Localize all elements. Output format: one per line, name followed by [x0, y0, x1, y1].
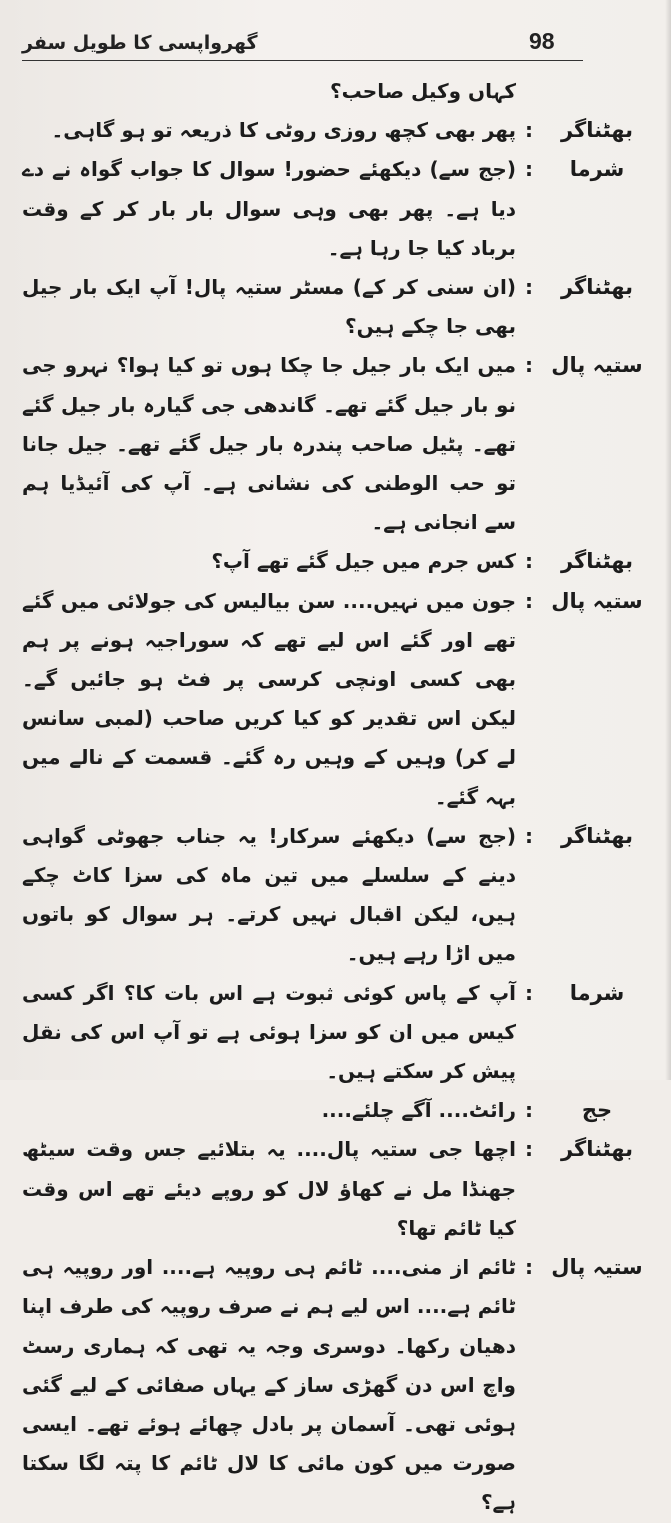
dialogue-entry	[22, 542, 652, 581]
speaker-label: شرما	[569, 980, 625, 1005]
colon: :	[525, 980, 533, 1005]
speaker-label: ستیہ پال	[551, 353, 643, 378]
dialogue-entry	[22, 268, 652, 346]
page-edge-shadow	[665, 0, 671, 1080]
speaker-label: بھٹناگر	[560, 549, 634, 574]
dialogue-entry	[22, 1248, 652, 1522]
speech-text: آپ کے پاس کوئی ثبوت ہے اس بات کا؟ اگر کسی کیس میں ان کو سزا ہوئی ہے تو آپ اس کی نقل پیش کر سکتے ہیں۔	[22, 980, 516, 1084]
colon: :	[525, 353, 533, 378]
speech-text: کس جرم میں جیل گئے تھے آپ؟	[211, 549, 516, 574]
speech-text: ٹائم از منی.... ٹائم ہی روپیہ ہے.... اور روپیہ ہی ٹائم ہے.... اس لیے ہم نے صرف روپیہ کی طرف اپنا دھیان رکھا۔ دوسری وجہ یہ تھی کہ ہماری رسٹ واچ اس دن گھڑی ساز کے یہاں صفائی کے لیے گئی ہوئی تھی۔ آسمان پر بادل چھائے ہوئے تھے۔ ایسی صورت میں کون مائی کا لال ٹائم کا پتہ لگا سکتا ہے؟	[22, 1255, 516, 1515]
colon	[516, 72, 542, 111]
speaker-label: بھٹناگر	[560, 275, 634, 300]
running-title: گھرواپسی کا طویل سفر	[22, 32, 258, 54]
dialogue-body	[22, 72, 652, 1523]
speaker-label: بھٹناگر	[560, 823, 634, 848]
speech-text: (جج سے) دیکھئے حضور! سوال کا جواب گواہ نے دے دیا ہے۔ پھر بھی وہی سوال بار بار کر کے وقت برباد کیا جا رہا ہے۔	[22, 157, 516, 260]
colon: :	[525, 1137, 533, 1162]
speech-text: پھر بھی کچھ روزی روٹی کا ذریعہ تو ہو گاہی۔	[51, 118, 516, 143]
colon: :	[525, 588, 533, 613]
speech-text: اچھا جی ستیہ پال.... یہ بتلائیے جس وقت سیٹھ جھنڈا مل نے کھاؤ لال کو روپے دیئے تھے اس وقت کیا ٹائم تھا؟	[22, 1137, 516, 1240]
speaker-label: بھٹناگر	[560, 1137, 634, 1162]
speech-text: جون میں نہیں.... سن بیالیس کی جولائی میں گئے تھے اور گئے اس لیے تھے کہ سوراجیہ ہونے پر ہم بھی کسی اونچی کرسی پر فٹ ہو جائیں گے۔ لیکن اس تقدیر کو کیا کریں صاحب (لمبی سانس لے کر) وہیں کے وہیں رہ گئے۔ قسمت کے نالے میں بہہ گئے۔	[22, 588, 516, 809]
speaker-label	[542, 72, 652, 111]
colon: :	[525, 823, 533, 848]
dialogue-entry	[22, 1130, 652, 1248]
colon: :	[525, 275, 533, 300]
dialogue-entry	[22, 817, 652, 974]
page-number: 98	[529, 28, 555, 54]
dialogue-entry	[22, 111, 652, 150]
dialogue-entry	[22, 346, 652, 542]
speech-text: (ان سنی کر کے) مسٹر ستیہ پال! آپ ایک بار جیل بھی جا چکے ہیں؟	[22, 275, 516, 339]
dialogue-entry	[22, 72, 652, 111]
colon: :	[525, 1255, 533, 1280]
dialogue-entry	[22, 150, 652, 268]
colon: :	[525, 549, 533, 574]
speech-text: میں ایک بار جیل جا چکا ہوں تو کیا ہوا؟ نہرو جی نو بار جیل گئے تھے۔ گاندھی جی گیارہ بار جیل گئے تھے۔ پٹیل صاحب پندرہ بار جیل گئے تھے۔ جیل جانا تو حب الوطنی کی نشانی ہے۔ آپ کی آئیڈیا ہم سے انجانی ہے۔	[22, 353, 516, 535]
speaker-label: ستیہ پال	[551, 588, 643, 613]
speech-text: (جج سے) دیکھئے سرکار! یہ جناب جھوٹی گواہی دینے کے سلسلے میں تین ماہ کی سزا کاٹ چکے ہیں، لیکن اقبال نہیں کرتے۔ ہر سوال کو باتوں میں اڑا رہے ہیں۔	[22, 823, 516, 966]
speaker-label: جج	[581, 1098, 613, 1123]
speech-text: رائٹ.... آگے چلئے....	[321, 1098, 516, 1123]
dialogue-entry	[22, 974, 652, 1092]
speaker-label: ستیہ پال	[551, 1255, 643, 1280]
colon: :	[525, 157, 533, 182]
dialogue-entry	[22, 1091, 652, 1130]
speaker-label: بھٹناگر	[560, 118, 634, 143]
colon: :	[525, 118, 533, 143]
speaker-label: شرما	[569, 157, 625, 182]
speech-text: کہاں وکیل صاحب؟	[330, 79, 516, 103]
dialogue-entry	[22, 582, 652, 817]
colon: :	[525, 1098, 533, 1123]
